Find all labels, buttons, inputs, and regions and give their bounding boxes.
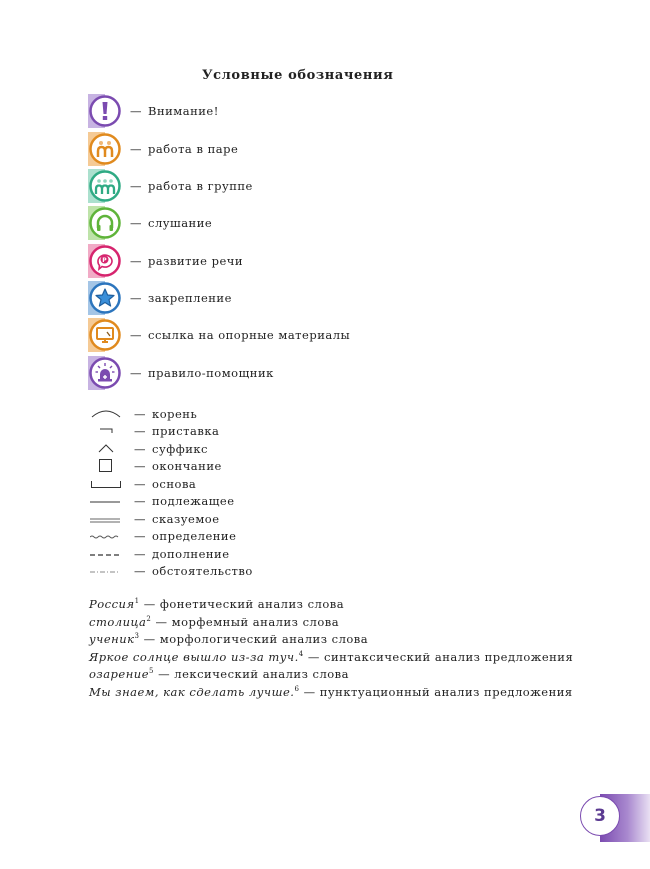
analysis-item-morphemic: столица$^2$ — морфемный анализ слова	[89, 615, 340, 629]
mark-item-root: — корень	[90, 405, 197, 422]
group-work-icon	[88, 169, 122, 203]
mark-item-stem: — основа	[90, 475, 196, 492]
legend-item-reference: — ссылка на опорные материалы	[88, 318, 350, 352]
analysis-item-lexical: озарение$^5$ — лексический анализ слова	[89, 667, 349, 681]
legend-label: правило-помощник	[148, 366, 274, 380]
legend-label: ссылка на опорные материалы	[148, 328, 351, 342]
mark-item-suffix: — суффикс	[90, 440, 208, 457]
legend-item-helper-rule: — правило-помощник	[88, 356, 274, 390]
analysis-item-phonetic: Россия$^1$ — фонетический анализ слова	[89, 597, 345, 611]
wavy-line-mark	[90, 527, 122, 544]
prefix-mark	[90, 422, 122, 439]
monitor-icon	[88, 318, 122, 352]
example-text: Россия	[89, 597, 135, 611]
single-line-mark	[90, 492, 122, 509]
headphones-icon	[88, 206, 122, 240]
example-text: Мы знаем, как сделать лучше.	[89, 685, 295, 699]
legend-label: слушание	[148, 216, 213, 230]
ending-box-mark	[90, 457, 122, 474]
mark-item-attribute: — определение	[90, 527, 236, 544]
analysis-item-morphological: ученик$^3$ — морфологический анализ слова	[89, 632, 369, 646]
dashed-line-mark	[90, 545, 122, 562]
legend-item-listening: — слушание	[88, 206, 212, 240]
svg-text:P: P	[102, 257, 107, 264]
mark-item-predicate: — сказуемое	[90, 510, 220, 527]
legend-label: работа в группе	[148, 179, 253, 193]
legend-label: развитие речи	[148, 254, 244, 268]
legend-item-group-work: — работа в группе	[88, 169, 253, 203]
page-title: Условные обозначения	[202, 68, 394, 83]
analysis-item-syntactic: Яркое солнце вышло из-за туч.$^4$ — синтаксический анализ предложения	[89, 650, 574, 664]
legend-label: закрепление	[148, 291, 232, 305]
legend-item-speech: P — развитие речи	[88, 244, 243, 278]
mark-item-adverbial: — обстоятельство	[90, 562, 253, 579]
mark-item-object: — дополнение	[90, 545, 230, 562]
legend-item-attention: — Внимание!	[88, 94, 219, 128]
root-arc-mark	[90, 405, 122, 422]
exclamation-icon	[88, 94, 122, 128]
speech-bubble-icon	[88, 244, 122, 278]
page-number: 3	[580, 796, 620, 836]
example-text: столица	[89, 615, 147, 629]
legend-item-reinforcement: — закрепление	[88, 281, 232, 315]
stem-bracket-mark	[90, 475, 122, 492]
example-text: Яркое солнце вышло из-за туч.	[89, 650, 299, 664]
legend-label: Внимание!	[148, 104, 219, 118]
mark-item-subject: — подлежащее	[90, 492, 235, 509]
double-line-mark	[90, 510, 122, 527]
legend-label: работа в паре	[148, 142, 239, 156]
pair-work-icon	[88, 132, 122, 166]
star-icon	[88, 281, 122, 315]
suffix-mark	[90, 440, 122, 457]
mark-item-prefix: — приставка	[90, 422, 219, 439]
mark-item-ending: — окончание	[90, 457, 222, 474]
legend-item-pair-work: — работа в паре	[88, 132, 238, 166]
siren-icon	[88, 356, 122, 390]
example-text: ученик	[89, 632, 135, 646]
example-text: озарение	[89, 667, 150, 681]
analysis-item-punctuation: Мы знаем, как сделать лучше.$^6$ — пунктуационный анализ предложения	[89, 685, 573, 699]
dash-dot-line-mark	[90, 562, 122, 579]
